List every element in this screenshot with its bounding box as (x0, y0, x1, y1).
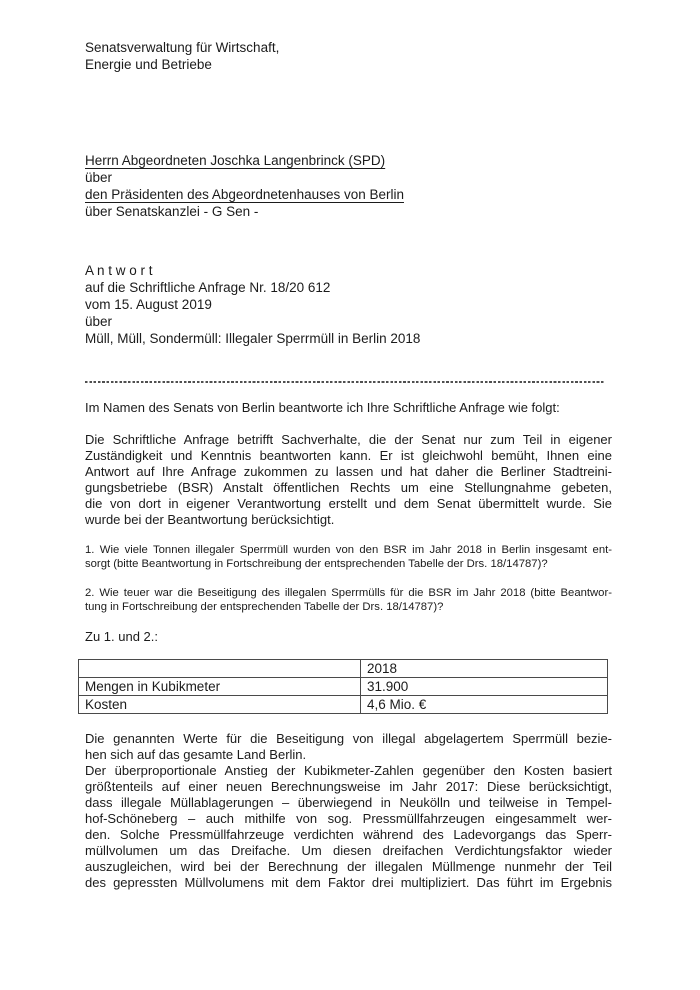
text-line: auszugleichen, wird bei der Berechnung der illegalen Müllmenge nunmehr der Teil (85, 859, 612, 874)
preamble-paragraph (85, 432, 612, 528)
text-line: über Senatskanzlei - G Sen - (85, 204, 259, 219)
question-2 (85, 586, 612, 614)
text-line: dass illegale Müllablagerungen – überwiegend in Neukölln und teilweise in Tempel- (85, 795, 612, 810)
closing-paragraph (85, 731, 612, 891)
answer-header-block (85, 262, 612, 347)
text-line: hof-Schöneberg – auch mithilfe von sog. Pressmüllfahrzeugen eingesammelt wer- (85, 811, 612, 826)
text-line: 1. Wie viele Tonnen illegaler Sperrmüll wurden von den BSR im Jahr 2018 in Berlin insgesamt ent- (85, 544, 612, 556)
text-line: auf die Schriftliche Anfrage Nr. 18/20 612 (85, 280, 331, 295)
text-line: den. Solche Pressmüllfahrzeuge verdichten während des Ladevorgangs das Sperr- (85, 827, 612, 842)
data-table (78, 659, 608, 714)
table-row-header (79, 660, 608, 678)
text-line: Müll, Müll, Sondermüll: Illegaler Sperrmüll in Berlin 2018 (85, 331, 421, 346)
text-line: tung in Fortschreibung der entsprechenden Tabelle der Drs. 18/14787)? (85, 601, 444, 613)
text-line: A n t w o r t (85, 263, 153, 278)
text-line: vom 15. August 2019 (85, 297, 212, 312)
recipient-block (85, 152, 612, 220)
text-line: Antwort auf Ihre Anfrage zukommen zu lassen und hat daher die Berliner Stadtreini- (85, 464, 612, 479)
table-row-amount (79, 678, 608, 696)
text-line: Der überproportionale Anstieg der Kubikmeter-Zahlen gegenüber den Kosten basiert (85, 763, 612, 778)
text-line: Senatsverwaltung für Wirtschaft, (85, 40, 280, 55)
text-line: sorgt (bitte Beantwortung in Fortschreibung der entsprechenden Tabelle der Drs. 18/14787)? (85, 558, 548, 570)
intro-line: Im Namen des Senats von Berlin beantworte ich Ihre Schriftliche Anfrage wie folgt: (85, 400, 560, 415)
text-line: Energie und Betriebe (85, 57, 212, 72)
text-line: über (85, 314, 113, 329)
table-cell-year: 2018 (361, 660, 608, 678)
table-row-cost (79, 696, 608, 714)
text-line: über (85, 170, 113, 185)
table-cell-empty (79, 660, 361, 678)
text-line: größtenteils auf einer neuen Berechnungsweise im Jahr 2017: Diese berücksichtigt, (85, 779, 612, 794)
text-line: Die Schriftliche Anfrage betrifft Sachverhalte, die der Senat nur zum Teil in eigener (85, 432, 612, 447)
table-cell-cost-value: 4,6 Mio. € (361, 696, 608, 714)
text-line: den Präsidenten des Abgeordnetenhauses von Berlin (85, 187, 404, 202)
text-line: hen sich auf das gesamte Land Berlin. (85, 747, 307, 762)
text-line: müllvolumen um das Dreifache. Um diesen dreifachen Verdichtungsfaktor wieder (85, 843, 612, 858)
table-cell-cost-label: Kosten (79, 696, 361, 714)
text-line: gungsbetriebe (BSR) Anstalt öffentlichen Rechts um eine Stellungnahme gebeten, (85, 480, 612, 495)
text-line: Herrn Abgeordneten Joschka Langenbrinck (SPD) (85, 153, 386, 168)
answer-reference-label: Zu 1. und 2.: (85, 629, 158, 644)
text-line: wurde bei der Beantwortung berücksichtigt. (85, 512, 335, 527)
table-cell-amount-label: Mengen in Kubikmeter (79, 678, 361, 696)
question-1 (85, 543, 612, 571)
text-line: Die genannten Werte für die Beseitigung von illegal abgelagertem Sperrmüll bezie- (85, 731, 612, 746)
sender-block (85, 39, 612, 73)
text-line: 2. Wie teuer war die Beseitigung des illegalen Sperrmülls für die BSR im Jahr 2018 (bitte Beantwor- (85, 587, 612, 599)
text-line: die von dort in eigener Verantwortung erstellt und dem Senat übermittelt wurde. Sie (85, 496, 612, 511)
dashed-divider (85, 381, 605, 383)
text-line: des gepressten Müllvolumens mit dem Faktor drei multipliziert. Das führt im Ergebnis (85, 875, 612, 890)
table-cell-amount-value: 31.900 (361, 678, 608, 696)
text-line: Zuständigkeit und Kenntnis beantworten kann. Er ist gleichwohl bemüht, Ihnen eine (85, 448, 612, 463)
